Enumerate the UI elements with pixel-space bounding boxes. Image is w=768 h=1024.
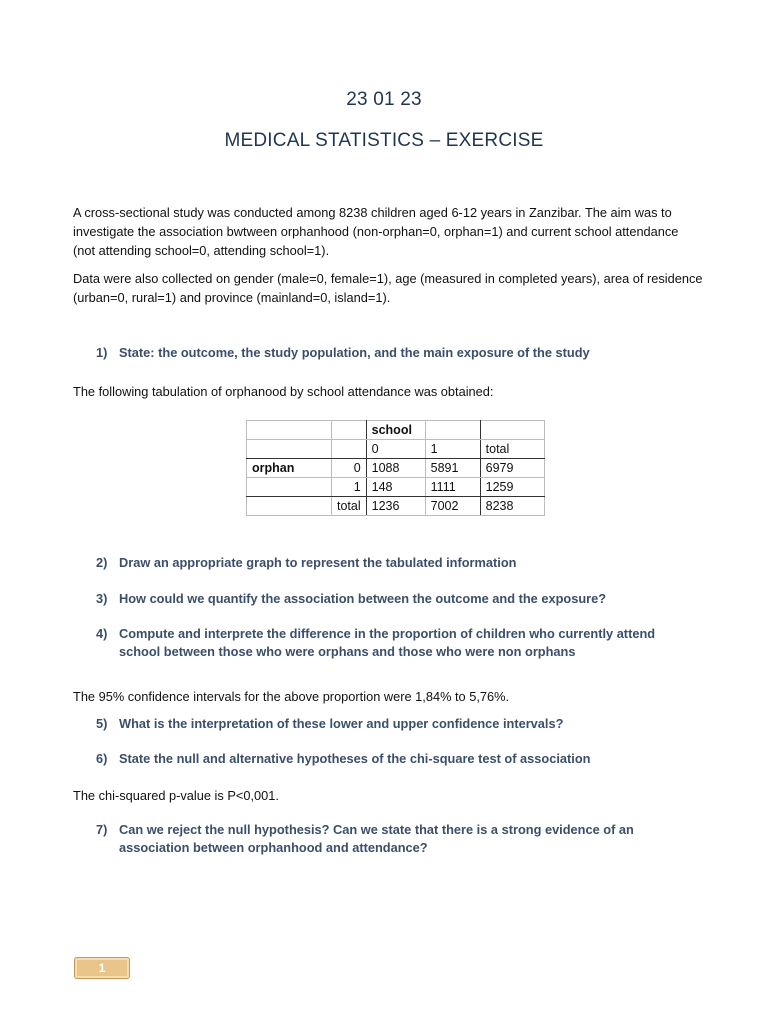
row-label: 0 bbox=[332, 459, 367, 478]
confidence-interval-text: The 95% confidence intervals for the above proportion were 1,84% to 5,76%. bbox=[73, 689, 510, 704]
question-6 bbox=[96, 750, 696, 768]
document-date: 23 01 23 bbox=[346, 89, 422, 110]
question-7 bbox=[96, 821, 696, 857]
question-number: 3) bbox=[96, 591, 108, 606]
table-row bbox=[247, 478, 545, 497]
row-label: total bbox=[332, 497, 367, 516]
document-title: MEDICAL STATISTICS – EXERCISE bbox=[224, 130, 544, 151]
table-cell: 6979 bbox=[480, 459, 544, 478]
question-text: What is the interpretation of these lower and upper confidence intervals? bbox=[119, 716, 564, 731]
table-column-header-row bbox=[247, 440, 545, 459]
question-text: Can we reject the null hypothesis? Can we state that there is a strong evidence of an association between orphanhood and attendance? bbox=[119, 822, 634, 855]
column-header: 0 bbox=[366, 440, 425, 459]
page-number-badge: 1 bbox=[74, 957, 130, 979]
question-2 bbox=[96, 554, 696, 572]
column-header: total bbox=[480, 440, 544, 459]
table-intro-text: The following tabulation of orphanood by school attendance was obtained: bbox=[73, 384, 494, 399]
question-number: 7) bbox=[96, 822, 108, 837]
table-cell: 7002 bbox=[425, 497, 480, 516]
question-text: Compute and interprete the difference in the proportion of children who currently attend school between those who were orphans and those who were non orphans bbox=[119, 626, 656, 659]
question-number: 1) bbox=[96, 345, 108, 360]
table-cell: 1259 bbox=[480, 478, 544, 497]
table-cell: 1088 bbox=[366, 459, 425, 478]
table-cell: 148 bbox=[366, 478, 425, 497]
question-text: State the null and alternative hypotheses of the chi-square test of association bbox=[119, 751, 591, 766]
question-number: 6) bbox=[96, 751, 108, 766]
intro-paragraph-1: A cross-sectional study was conducted among 8238 children aged 6-12 years in Zanzibar. The aim was to investigate the association bwtween orphanhood (non-orphan=0, orphan=1) and current school attendance (not attending school=0, attending school=1). bbox=[73, 205, 679, 258]
intro-paragraph-2: Data were also collected on gender (male=0, female=1), age (measured in completed years), area of residence (urban=0, rural=1) and province (mainland=0, island=1). bbox=[73, 271, 703, 305]
question-text: Draw an appropriate graph to represent the tabulated information bbox=[119, 555, 517, 570]
orphan-school-crosstab bbox=[246, 420, 545, 516]
table-cell: 8238 bbox=[480, 497, 544, 516]
column-header: 1 bbox=[425, 440, 480, 459]
table-cell: 1111 bbox=[425, 478, 480, 497]
table-cell: 1236 bbox=[366, 497, 425, 516]
row-label: 1 bbox=[332, 478, 367, 497]
table-row bbox=[247, 459, 545, 478]
question-4 bbox=[96, 625, 696, 661]
table-cell: 5891 bbox=[425, 459, 480, 478]
question-number: 2) bbox=[96, 555, 108, 570]
column-variable-label: school bbox=[366, 421, 425, 440]
question-number: 5) bbox=[96, 716, 108, 731]
question-5 bbox=[96, 715, 696, 733]
question-3 bbox=[96, 590, 696, 608]
table-total-row bbox=[247, 497, 545, 516]
question-text: State: the outcome, the study population, and the main exposure of the study bbox=[119, 345, 590, 360]
p-value-text: The chi-squared p-value is P<0,001. bbox=[73, 788, 279, 803]
table-header-row bbox=[247, 421, 545, 440]
question-number: 4) bbox=[96, 626, 108, 641]
row-variable-label: orphan bbox=[247, 459, 332, 478]
question-1 bbox=[96, 344, 696, 362]
question-text: How could we quantify the association between the outcome and the exposure? bbox=[119, 591, 607, 606]
